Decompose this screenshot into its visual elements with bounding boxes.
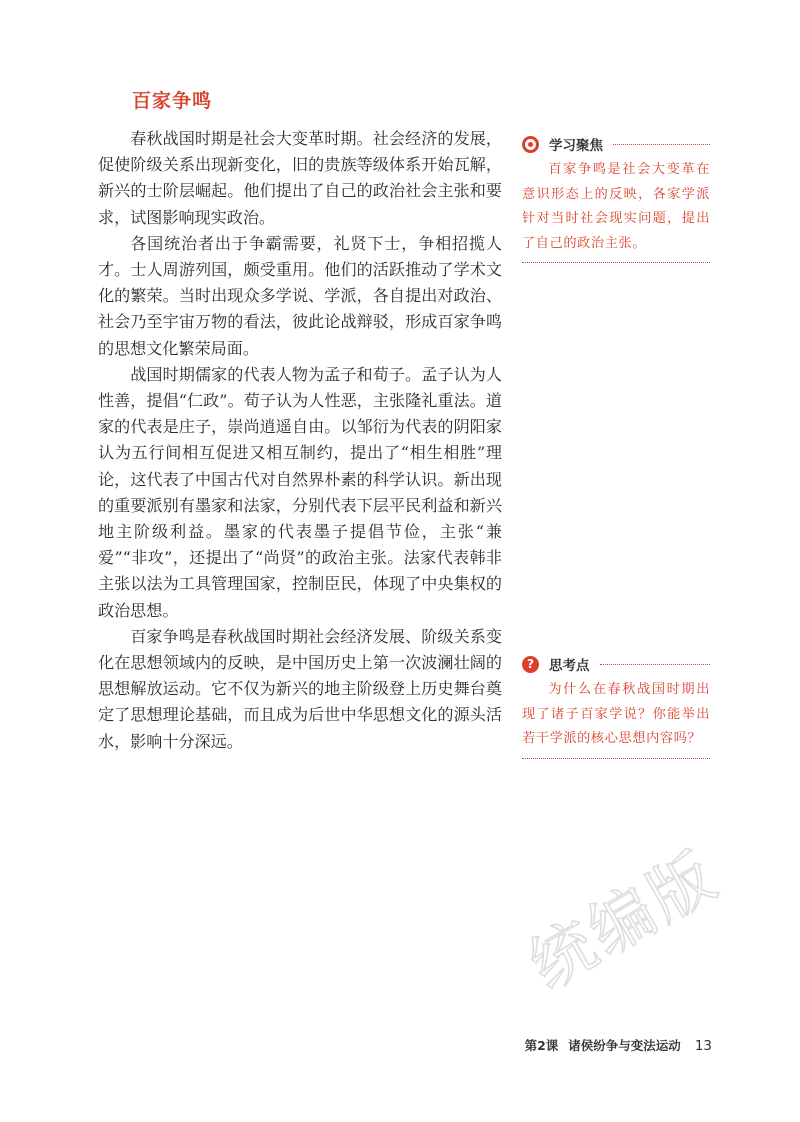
section-title: 百家争鸣 <box>132 90 213 112</box>
study-focus-box <box>522 134 710 263</box>
paragraph-3: 战国时期儒家的代表人物为孟子和荀子。孟子认为人性善，提倡“仁政”。荀子认为人性恶，主张隆礼重法。道家的代表是庄子，崇尚逍遥自由。以邹衍为代表的阴阳家认为五行间相互促进又相互制约，提出了“相生相胜”理论，这代表了中国古代对自然界朴素的科学认识。新出现的重要派别有墨家和法家，分别代表下层平民利益和新兴地主阶级利益。墨家的代表墨子提倡节俭，主张“兼爱”“非攻”，还提出了“尚贤”的政治主张。法家代表韩非主张以法为工具管理国家，控制臣民，体现了中央集权的政治思想。 <box>98 364 502 620</box>
dotted-divider <box>600 664 711 665</box>
watermark-text: 统编版 <box>517 838 732 1005</box>
watermark-seal <box>500 812 750 1032</box>
dotted-divider <box>613 144 710 145</box>
think-point-text: 为什么在春秋战国时期出现了诸子百家学说？你能举出若干学派的核心思想内容吗？ <box>522 678 710 759</box>
body-text <box>98 126 502 755</box>
study-focus-title: 学习聚焦 <box>549 138 603 154</box>
question-icon: ? <box>522 656 539 673</box>
study-focus-header <box>522 134 710 154</box>
page-number: 13 <box>694 1038 712 1054</box>
footer-lesson: 第2课 <box>524 1038 559 1053</box>
paragraph-2: 各国统治者出于争霸需要，礼贤下士，争相招揽人才。士人周游列国，颇受重用。他们的活跃推动了学术文化的繁荣。当时出现众多学说、学派，各自提出对政治、社会乃至宇宙万物的看法，彼此论战辩驳，形成百家争鸣的思想文化繁荣局面。 <box>98 233 502 358</box>
think-point-title: 思考点 <box>549 658 590 674</box>
study-focus-text: 百家争鸣是社会大变革在意识形态上的反映，各家学派针对当时社会现实问题，提出了自己的政治主张。 <box>522 158 710 263</box>
paragraph-4: 百家争鸣是春秋战国时期社会经济发展、阶级关系变化在思想领域内的反映，是中国历史上第一次波澜壮阔的思想解放运动。它不仅为新兴的地主阶级登上历史舞台奠定了思想理论基础，而且成为后世中华思想文化的源头活水，影响十分深远。 <box>98 626 502 751</box>
think-point-box <box>522 654 710 759</box>
think-point-header <box>522 654 710 674</box>
paragraph-1: 春秋战国时期是社会大变革时期。社会经济的发展，促使阶级关系出现新变化，旧的贵族等级体系开始瓦解，新兴的士阶层崛起。他们提出了自己的政治社会主张和要求，试图影响现实政治。 <box>98 129 502 227</box>
footer-chapter-title: 诸侯纷争与变法运动 <box>568 1038 681 1053</box>
page-footer <box>525 1036 712 1054</box>
target-icon <box>522 136 539 153</box>
